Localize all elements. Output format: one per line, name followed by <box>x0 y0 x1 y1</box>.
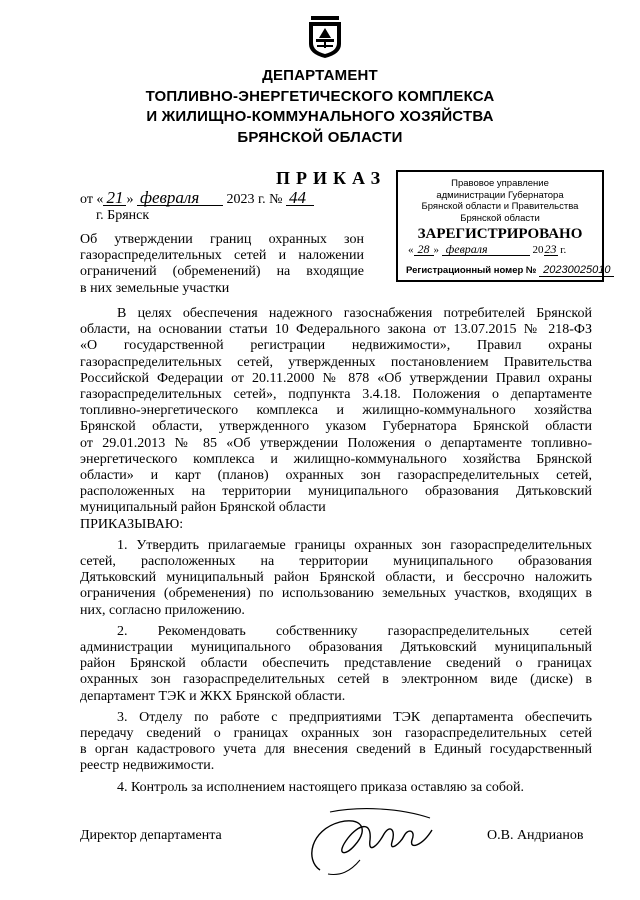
subject-line: газораспределительных сетей и наложении <box>80 248 364 264</box>
subject-line: ограничений (обременений) на входящие <box>80 264 364 280</box>
coat-of-arms-icon <box>303 14 347 60</box>
stamp-reg-label: Регистрационный номер № <box>406 265 537 276</box>
item-line: сетей, расположенных на территории муниципального образования <box>80 554 592 570</box>
item-line: район Брянской области обеспечить представление сведений о границах <box>80 656 592 672</box>
item-line: передачу сведений о границах охранных зон газораспределительных сетей <box>80 726 592 742</box>
order-word: ПРИКАЗЫВАЮ: <box>80 516 184 532</box>
item-line: ограничения (обременения) по использованию земельных участков, входящих в <box>80 586 592 602</box>
item-line: 1. Утвердить прилагаемые границы охранных зон газораспределительных <box>117 537 592 553</box>
order-number-label: № <box>269 192 283 207</box>
stamp-reg-number-line <box>406 264 611 277</box>
order-item-4 <box>80 780 592 796</box>
department-line: И ЖИЛИЩНО-КОММУНАЛЬНОГО ХОЗЯЙСТВА <box>146 108 494 125</box>
stamp-org-line: администрации Губернатора <box>436 189 564 201</box>
stamp-year-prefix: 20 <box>532 244 544 256</box>
stamp-org-line: Брянской области <box>460 212 540 224</box>
item-line: Дятьковский муниципальный район Брянской области, и бессрочно наложить <box>80 570 592 586</box>
preamble-line: газораспределительных сетей», подпункта 3.4.18. Положения о департаменте <box>80 387 592 403</box>
item-line: в орган кадастрового учета для внесения сведений в Единый государственный <box>80 742 592 758</box>
preamble-line: Российской Федерации от 20.11.2000 № 878 «Об утверждении Правил охраны <box>80 370 592 386</box>
preamble-line: области, на основании статьи 10 Федерального закона от 13.07.2015 № 218-ФЗ <box>80 322 592 338</box>
item-line: департамент ТЭК и ЖКХ Брянской области. <box>80 688 346 704</box>
stamp-org-line: Правовое управление <box>451 178 549 189</box>
preamble-line: области» и карт (планов) охранных зон газораспределительных сетей, <box>80 468 592 484</box>
handwritten-signature <box>300 800 440 880</box>
order-date-line <box>80 190 314 208</box>
order-day: 21 <box>103 190 126 206</box>
preamble-line: «О государственной регистрации недвижимости», Правил охраны <box>80 338 592 354</box>
item-line: них, согласно приложению. <box>80 602 245 618</box>
department-line: ДЕПАРТАМЕНТ <box>262 67 378 84</box>
preamble-line: энергетического комплекса и жилищно-коммунального хозяйства Брянской <box>80 451 592 467</box>
document-title: ПРИКАЗ <box>276 168 387 188</box>
preamble-line: муниципальный район Брянской области <box>80 500 326 516</box>
preamble-line: от 29.01.2013 № 85 «Об утверждении Положения о департаменте топливно- <box>80 435 592 451</box>
order-body <box>80 306 592 796</box>
order-item-2 <box>80 624 592 705</box>
date-prefix: от « <box>80 192 104 207</box>
order-month: февраля <box>137 190 223 206</box>
stamp-reg-number: 20230025010 <box>539 265 614 277</box>
preamble-line: газораспределительных сетей, утвержденных постановлением Правительства <box>80 354 592 370</box>
stamp-year-suffix: 23 <box>544 242 557 256</box>
stamp-org <box>398 178 602 224</box>
date-mid: » <box>126 192 134 207</box>
order-number: 44 <box>286 190 314 206</box>
department-line: ТОПЛИВНО-ЭНЕРГЕТИЧЕСКОГО КОМПЛЕКСА <box>145 87 495 105</box>
preamble-line: Брянской области, утвержденного указом Губернатора Брянской области <box>80 419 592 435</box>
subject-line: в них земельные участки <box>80 280 230 296</box>
preamble <box>80 306 592 517</box>
department-header <box>0 66 640 148</box>
item-line: администрации муниципального образования Дятьковский муниципальный <box>80 640 592 656</box>
preamble-line: В целях обеспечения надежного газоснабжения потребителей Брянской <box>117 306 592 321</box>
subject-line: Об утверждении границ охранных зон <box>80 232 364 247</box>
order-subject <box>80 232 364 297</box>
stamp-day: 28 <box>414 244 434 256</box>
stamp-date: « 28 » февраля 2023 г. <box>408 242 567 256</box>
preamble-line: расположенных на территории муниципального образования Дятьковский <box>80 484 592 500</box>
item-line: 3. Отделу по работе с предприятиями ТЭК департамента обеспечить <box>117 709 592 725</box>
order-item-3 <box>80 710 592 775</box>
stamp-registered: ЗАРЕГИСТРИРОВАНО <box>417 226 583 242</box>
item-line: реестр недвижимости. <box>80 758 215 774</box>
order-item-1 <box>80 538 592 619</box>
registration-stamp <box>396 170 611 282</box>
signatory-name: О.В. Андрианов <box>487 828 584 843</box>
order-year: 2023 г. <box>226 192 266 207</box>
stamp-year-end: г. <box>560 244 567 256</box>
signatory-role: Директор департамента <box>80 828 222 843</box>
order-city: г. Брянск <box>96 208 150 223</box>
stamp-month: февраля <box>442 244 530 256</box>
stamp-org-line: Брянской области и Правительства <box>421 201 579 212</box>
item-line: охранных зон газораспределительных сетей в электронном виде (диске) в <box>80 672 592 688</box>
item-line: 4. Контроль за исполнением настоящего приказа оставляю за собой. <box>117 779 525 795</box>
preamble-line: топливно-энергетического комплекса и жилищно-коммунального хозяйства <box>80 403 592 419</box>
department-line: БРЯНСКОЙ ОБЛАСТИ <box>237 128 403 146</box>
item-line: 2. Рекомендовать собственнику газораспределительных сетей <box>117 623 592 639</box>
